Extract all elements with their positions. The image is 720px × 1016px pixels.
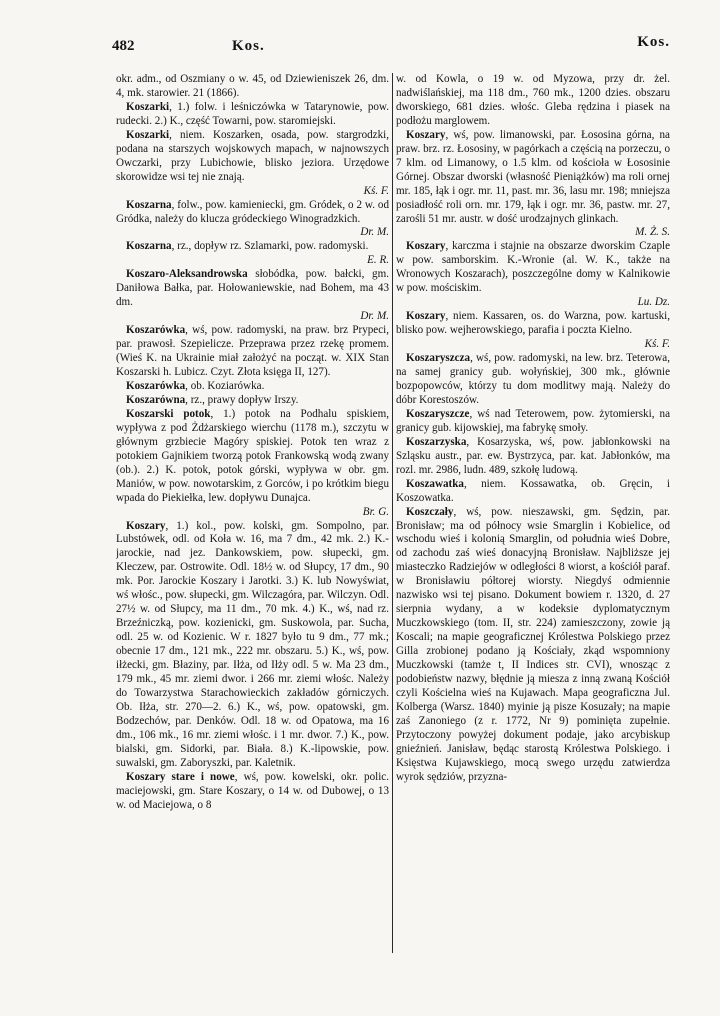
entry-headword: Koszawatka: [406, 477, 464, 490]
entry-text: okr. adm., od Oszmiany o w. 45, od Dziewieniszek 26, dm. 4, mk. starowier. 21 (1866).: [116, 73, 389, 99]
entry-headword: Koszarki: [126, 100, 170, 113]
entry-text: , Kosarzyska, wś, pow. jabłonkowski na Szląsku austr., par. ew. Bystrzyca, par. kat. Jabłonków, ma rozl. mr. 2986, ludn. 489, szkołę ludową.: [396, 435, 670, 476]
dictionary-entry: [396, 506, 670, 785]
entry-author: Dr. M.: [360, 310, 389, 323]
dictionary-entry: [396, 240, 670, 310]
entry-text: , niem. Koszarken, osada, pow. stargrodzki, podana na starszych wojskowych mapach, w najnowszych Owczarki, przy Lubichowie, blisko jeziora. Urzędowe skorowidze wsi tej nie znają.: [116, 128, 389, 183]
entry-text: słobódka, pow. bałcki, gm. Daniłowa Bałka, par. Hołowaniewskie, nad Bohem, ma 43 dm.: [116, 268, 389, 309]
dictionary-entry: [116, 408, 389, 520]
entry-author: M. Ż. S.: [635, 226, 670, 239]
entry-text: , 1.) folw. i leśniczówka w Tatarynowie, pow. rudecki. 2.) K., część Towarni, pow. staromiejski.: [116, 100, 389, 127]
entry-text: , wś, pow. radomyski, na praw. brz Prypeci, par. prawosł. Szepielicze. Przeprawa przez rzekę promem. (Wieś K. na Ukrainie miał założyć na począt. w. XIX Stan Koszarski h. Lubicz. Czyt. Złota księga II, 127).: [116, 324, 389, 379]
entry-headword: Koszary: [126, 519, 166, 532]
entry-text: , niem. Kassaren, os. do Warzna, pow. kartuski, blisko pow. wejherowskiego, parafia i poczta Kielno.: [396, 310, 670, 337]
entry-headword: Koszary stare i nowe: [126, 770, 235, 783]
entry-text: , folw., pow. kamieniecki, gm. Gródek, o 2 w. od Gródka, należy do klucza gródeckiego Winogradzkich.: [116, 198, 389, 225]
dictionary-entry: [396, 310, 670, 352]
entry-text: , ob. Koziarówka.: [185, 379, 265, 392]
dictionary-entry: [116, 199, 389, 241]
dictionary-entry: [116, 73, 389, 101]
left-column: [116, 73, 389, 953]
entry-headword: Koszarzyska: [406, 435, 467, 448]
entry-headword: Koszarówka: [126, 379, 186, 392]
entry-text: w. od Kowla, o 19 w. od Myzowa, przy dr. żel. nadwiślańskiej, ma 118 dm., 760 mk., 1200 dzies. obszaru dworskiego, 681 dzies. włośc. Gleba rędzina i piasek na podłożu marglowem.: [396, 73, 670, 127]
entry-text: , wś, pow. limanowski, par. Łososina górna, na praw. brz. rz. Łososiny, w pagórkach a częścią na porzeczu, o 7 klm. od Limanowy, o 1.5 klm. od kościoła w Łososinie Górnej. Obszar dworski (własność Pieniążków) ma roli ornej mr. 185, łąk i ogr. mr. 11, past. mr. 36, lasu mr. 198; mniejsza posiadłość roli orn. mr. 179, łąk i ogr. mr. 36, pastw. mr. 27, zarośli 51 mr. austr. w dość urodzajnych glinkach.: [396, 128, 670, 225]
entry-text: , niem. Kossawatka, ob. Gręcin, i Koszowatka.: [396, 477, 670, 504]
dictionary-entry: [396, 129, 670, 241]
entry-headword: Koszaryszcze: [406, 407, 470, 420]
entry-headword: Koszarki: [126, 128, 170, 141]
entry-text: , karczma i stajnie na obszarze dworskim Czaple w pow. samborskim. K.-Wronie (al. W. K., także na Wronowych Koszarach), poszczególne domy w Kalnikowie w pow. mościskim.: [396, 240, 670, 295]
entry-text: , wś, pow. radomyski, na lew. brz. Teterowa, na samej granicy gub. wołyńskiej, 300 mk., głównie bozpopowców, którzy tu dom modlitwy mają. Należy do dóbr Korestoszów.: [396, 352, 670, 406]
entry-text: , rz., prawy dopływ Irszy.: [185, 393, 299, 406]
dictionary-entry: [116, 268, 389, 324]
entry-headword: Koszary: [406, 128, 446, 141]
dictionary-entry: [116, 101, 389, 129]
entry-author: Dr. M.: [360, 226, 389, 239]
entry-headword: Koszarna: [126, 198, 172, 211]
dictionary-entry: [116, 324, 389, 380]
dictionary-entry: [396, 478, 670, 506]
entry-author: E. R.: [367, 254, 389, 267]
dictionary-entry: [396, 436, 670, 478]
entry-text: , wś nad Teterowem, pow. żytomierski, na granicy gub. kijowskiej, ma fabrykę smoły.: [396, 407, 670, 434]
dictionary-entry: [396, 352, 670, 408]
entry-headword: Koszarówka: [126, 324, 186, 337]
entry-headword: Koszarski potok: [126, 407, 211, 420]
entry-text: , rz., dopływ rz. Szlamarki, pow. radomyski.: [171, 240, 369, 253]
dictionary-entry: [116, 771, 389, 813]
right-column: [396, 73, 670, 955]
entry-text: , wś, pow. kowelski, okr. polic. maciejowski, gm. Stare Koszary, o 14 w. od Dubowej, o 13 w. od Maciejowa, o 8: [116, 770, 389, 811]
dictionary-entry: [116, 520, 389, 771]
page-number: 482: [112, 38, 135, 54]
left-running-head: Kos.: [232, 38, 265, 54]
dictionary-entry: [116, 380, 389, 394]
entry-headword: Koszarówna: [126, 393, 186, 406]
dictionary-entry: [116, 240, 389, 268]
dictionary-entry: [116, 394, 389, 408]
entry-author: Kś. F.: [363, 184, 389, 197]
entry-text: , 1.) potok na Podhalu spiskiem, wypływa z pod Żdżarskiego wierchu (1178 m.), szczytu w głównym grzbiecie Magóry spiskiej. Potok ten wraz z potokiem Gajnikiem tworzą potok Frankowską wodą zwany (ob.). 2.) K. potok, potok górski, wypływa w obr. gm. Maniów, w pow. nowotarskim, z Gorców, i po krótkim biegu wpada do Piekiełka, lew. dopływu Dunajca.: [116, 407, 389, 504]
entry-headword: Koszaro-Aleksandrowska: [126, 268, 248, 281]
entry-headword: Koszaryszcza: [406, 352, 471, 365]
dictionary-entry: [116, 129, 389, 199]
entry-text: , wś, pow. nieszawski, gm. Sędzin, par. Bronisław; ma od północy wsie Smarglin i Kobielice, od wschodu wieś i kolonią Smarglin, od południa wieś Dobre, od zachodu zaś wieś donacyjną Bronisław. Najbliższe jej miasteczko Radziejów w odległości 8 wiorst, a kościół paraf. w Bronisławiu półtorej wiorsty. Niegdyś odmiennie nazwisko wsi tej pisano. Dokument bowiem r. 1320, d. 27 sierpnia wydany, a w kodeksie dyplomatycznym Muczkowskiego (tom. II, str. 224) zamieszczony, zowie ją Koscali; na mapie geograficznej Królestwa Polskiego przez Gilla zrobionej podano ją Kościały, zkąd wspomniony Muczkowski (tamże t, II Indices str. CVI), wnosząc z podobieństw nazwy, błędnie ją miesza z inną zwaną Kościół czyli Kościelna wieś na Kujawach. Mapa geograficzna Jul. Kolberga (Warsz. 1840) myinie ją pisze Kosuzały; na mapie zaś Zanoniego (z r. 1772, Nr 9) pominięta zupełnie. Przytoczony powyżej dokument podaje, jako arcybiskup gnieźnień. Janisław, będąc starostą Królestwa Polskiego. i Księstwa Kujawskiego, mocą swego urzędu zatwierdza wyrok sędziów, przyzna-: [396, 505, 670, 783]
dictionary-entry: [396, 73, 670, 129]
dictionary-entry: [396, 408, 670, 436]
entry-headword: Koszczały: [406, 505, 454, 518]
entry-author: Lu. Dz.: [637, 296, 670, 309]
entry-headword: Koszarna: [126, 240, 172, 253]
entry-author: Kś. F.: [644, 338, 670, 351]
entry-text: , 1.) kol., pow. kolski, gm. Sompolno, par. Lubstówek, odl. od Koła w. 16, ma 7 dm., 42 mk. 2.) K.-jarockie, nad jez. Dankowskiem, pow. słupecki, gm. Kleczew, par. Ostrowite. Odl. 18½ w. od Słupcy, 17 dm., 90 mk. Por. Jarockie Koszary i Jarotki. 3.) K. lub Nowyświat, wś włośc., pow. słupecki, gm. Wilczagóra, par. Wilczyn. Odl. 27½ w. od Słupcy, ma 11 dm., 70 mk. 4.) K., wś, nad rz. Brzeźniczką, pow. kozienicki, gm. Suskowola, par. Sucha, odl. 25 w. od Kozienic. W r. 1827 było tu 9 dm., 77 mk.; obecnie 17 dm., 121 mk., 222 mr. obszaru. 5.) K., wś, pow. iłżecki, gm. Błaziny, par. Iłża, od Iłży odl. 5 w. Ma 23 dm., 179 mk., 45 mr. ziemi dwor. i 266 mr. ziemi włośc. Należy do Towarzystwa Starachowieckich zakładów górniczych. Ob. Iłża, str. 270—2. 6.) K., wś, pow. opatowski, gm. Bodzechów, par. Denków. Odl. 18 w. od Opatowa, ma 16 dm., 106 mk., 16 mr. ziemi włośc. i 1 mr. dwor. 7.) K., pow. bialski, gm. Sidorki, par. Biała. 8.) K.-lipowskie, pow. suwalski, gm. Zaboryszki, par. Kaletnik.: [116, 519, 389, 769]
entry-headword: Koszary: [406, 240, 446, 253]
right-running-head: Kos.: [637, 34, 670, 50]
entry-headword: Koszary: [406, 310, 446, 323]
entry-author: Br. G.: [362, 505, 389, 518]
page-header: [112, 34, 680, 62]
column-divider: [392, 73, 393, 953]
